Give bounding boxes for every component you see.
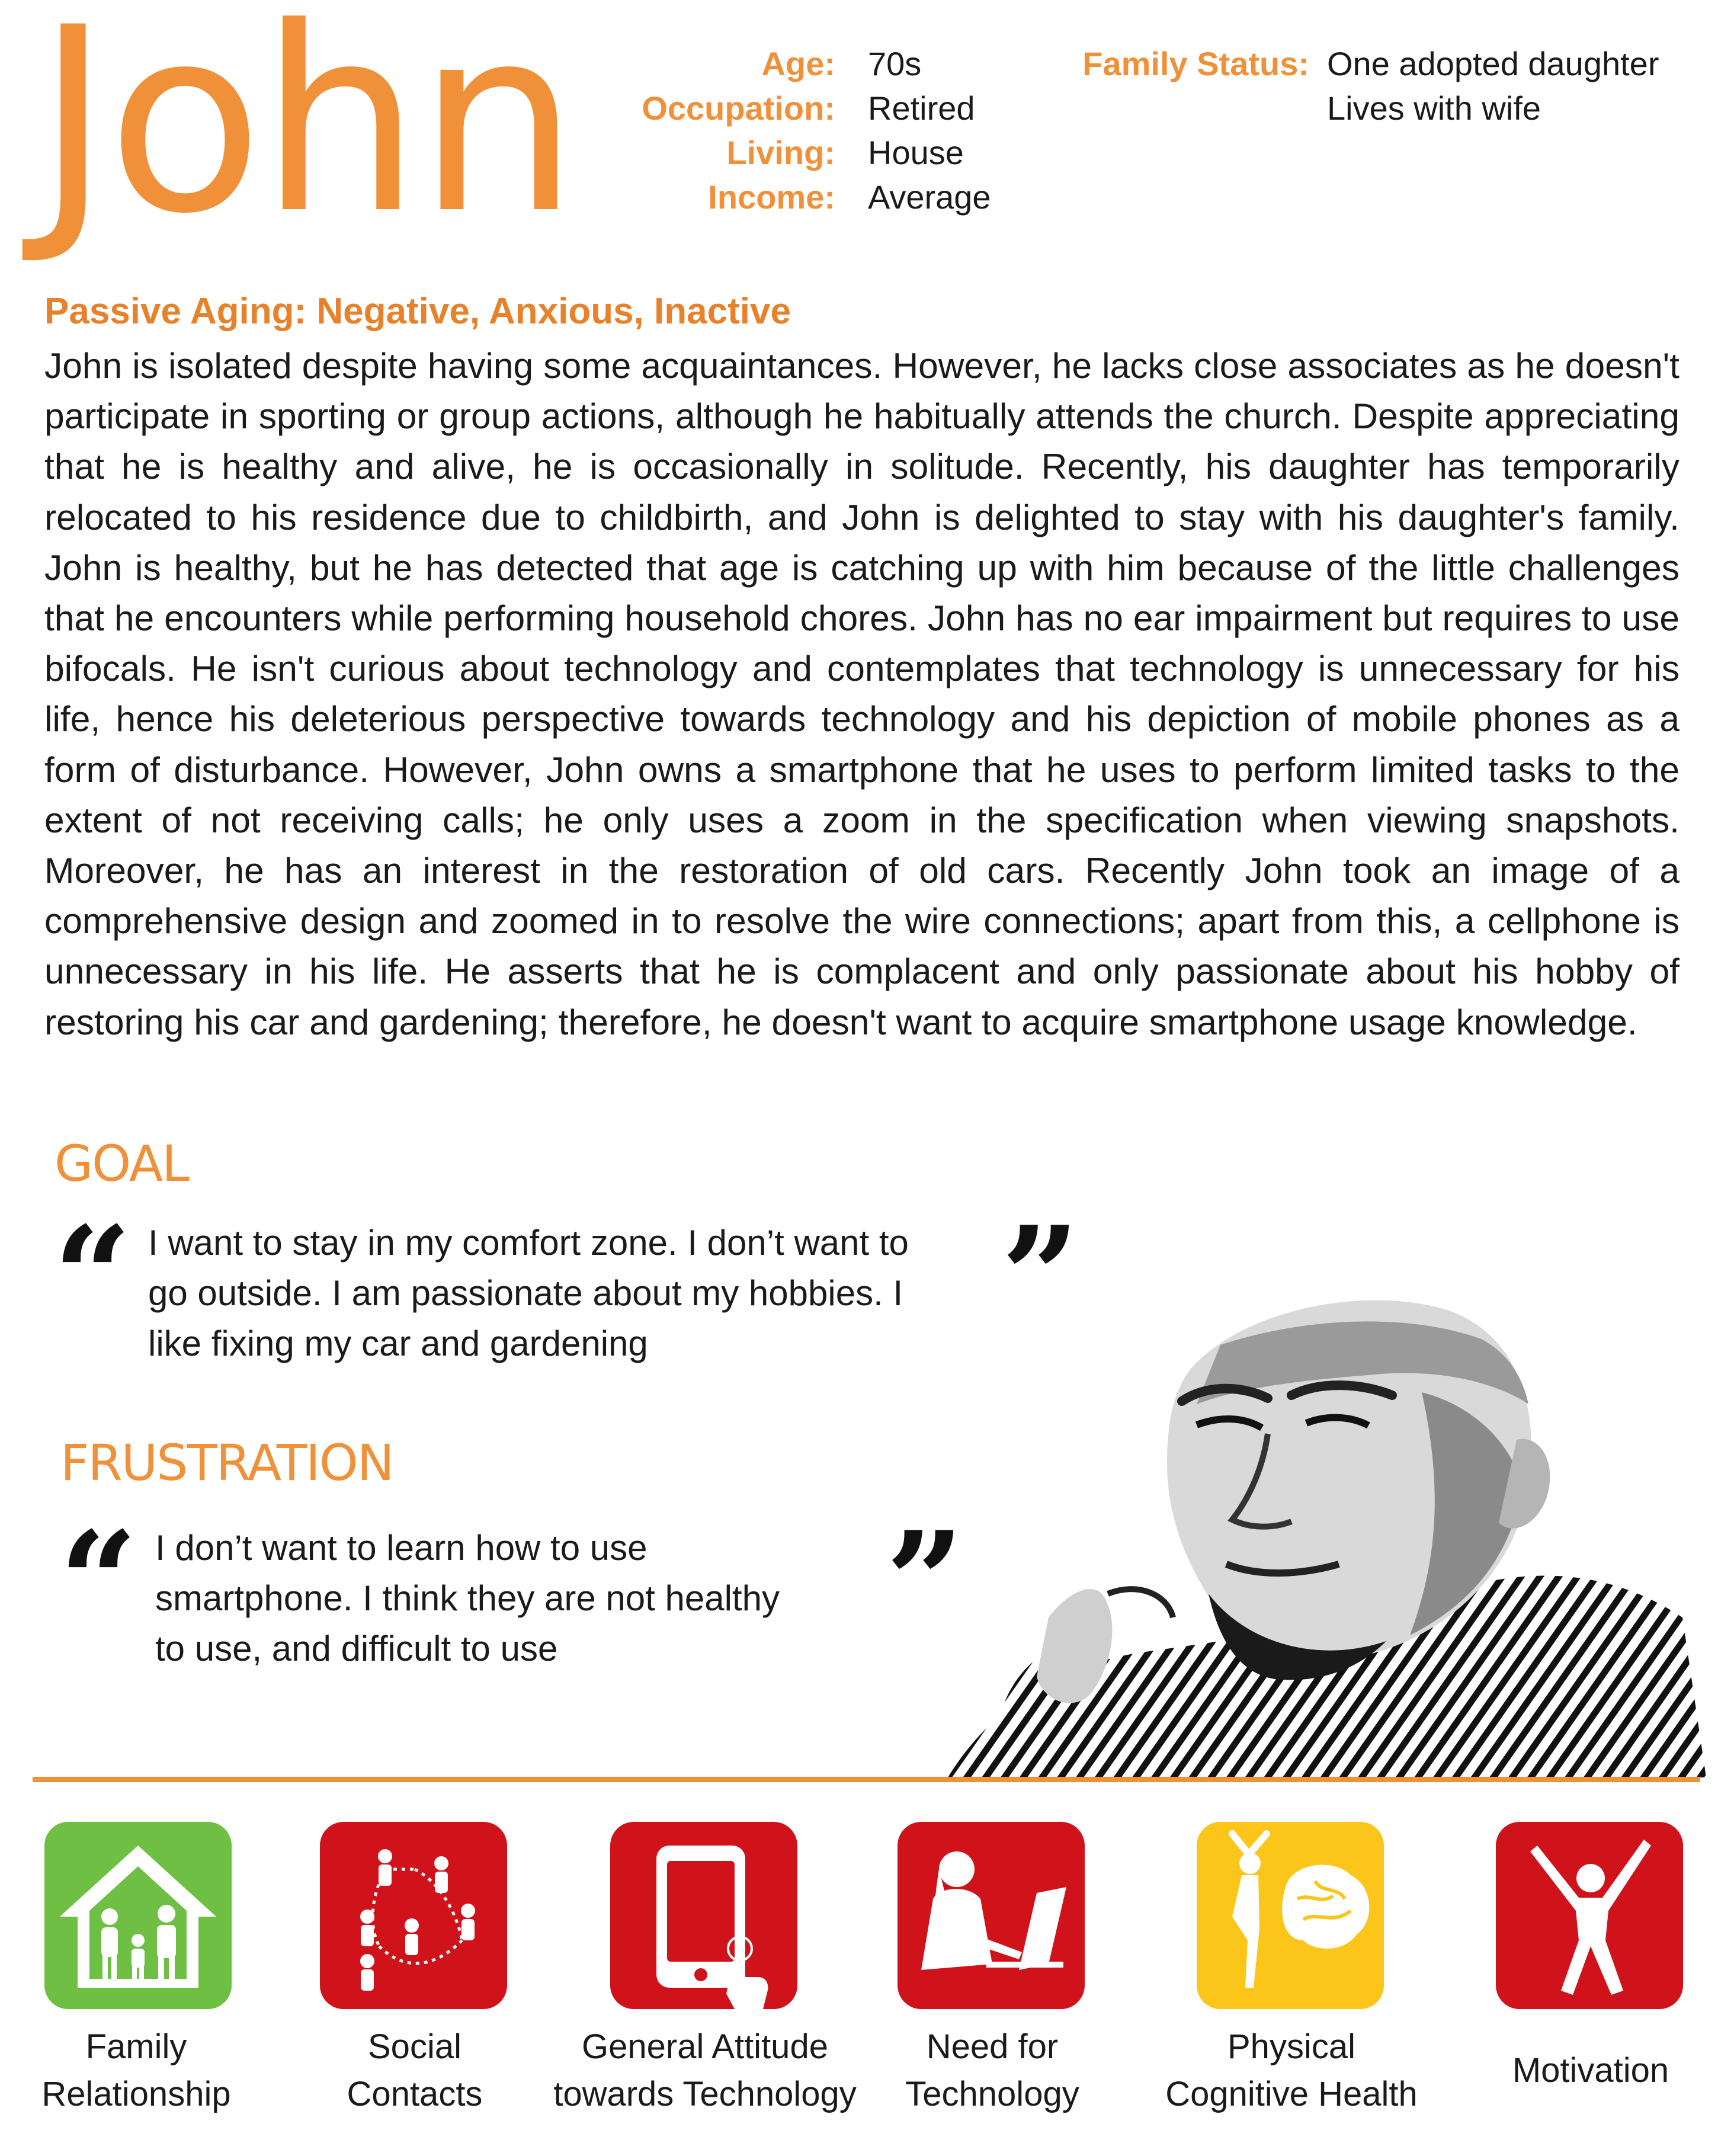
caption-line: Family (85, 2027, 187, 2066)
person-laptop-icon (898, 1822, 1085, 2009)
goal-open-quote-icon: “ (53, 1197, 132, 1357)
section-divider (33, 1777, 1700, 1782)
info-value-occupation: Retired (868, 89, 975, 127)
caption-line: Relationship (41, 2075, 231, 2113)
goal-heading: GOAL (55, 1135, 188, 1193)
caption-line: Technology (905, 2075, 1079, 2113)
category-caption-health (1143, 2023, 1440, 2118)
physical-cognitive-health-tile (1197, 1822, 1384, 2009)
social-network-icon (320, 1822, 507, 2009)
bio-paragraph: John is isolated despite having some acquaintances. However, he lacks close associates as he doesn't participate in sporting or group actions, although he habitually attends the church. Despite appreciating that he is healthy and alive, he is occasionally in solitude. Recently, his daughter has temporarily relocated to his residence due to childbirth, and John is delighted to stay with his daughter's family. John is healthy, but he has detected that age is catching up with him because of the little challenges that he encounters while performing household chores. John has no ear impairment but requires to use bifocals. He isn't curious about technology and contemplates that technology is unnecessary for his life, hence his deleterious perspective towards technology and his depiction of mobile phones as a form of disturbance. However, John owns a smartphone that he uses to perform limited tasks to the extent of not receiving calls; he only uses a zoom in the specification when viewing snapshots. Moreover, he has an interest in the restoration of old cars. Recently John took an image of a comprehensive design and zoomed in to resolve the wire connections; apart from this, a cellphone is unnecessary in his life. He asserts that he is complacent and only passionate about his hobby of restoring his car and gardening; therefore, he doesn't want to acquire smartphone usage knowledge. (44, 345, 1679, 1042)
caption-line: Contacts (347, 2075, 483, 2113)
frustration-open-quote-icon: “ (59, 1502, 138, 1662)
general-attitude-tile (610, 1822, 797, 2009)
family-relationship-tile (44, 1822, 232, 2009)
portrait-illustration (912, 1286, 1706, 1777)
motivation-tile (1496, 1822, 1683, 2009)
caption-line: Need for (926, 2027, 1059, 2066)
portrait-image (912, 1286, 1706, 1777)
frustration-heading: FRUSTRATION (60, 1434, 393, 1492)
caption-line: Motivation (1512, 2051, 1669, 2090)
persona-name: John (36, 0, 575, 270)
frustration-quote (155, 1523, 780, 1674)
goal-quote (148, 1218, 909, 1369)
info-label-occupation: Occupation: (642, 89, 835, 127)
frustration-quote-line: to use, and difficult to use (155, 1629, 558, 1668)
smartphone-touch-icon (610, 1822, 797, 2009)
frustration-quote-line: I don’t want to learn how to use (155, 1528, 648, 1568)
goal-quote-line: I want to stay in my comfort zone. I don’t want to (148, 1223, 909, 1263)
family-status-value-1: One adopted daughter (1327, 45, 1659, 82)
category-caption-attitude (533, 2023, 877, 2118)
family-status-value-2: Lives with wife (1327, 89, 1541, 127)
frustration-quote-line: smartphone. I think they are not healthy (155, 1578, 780, 1618)
yoga-brain-icon (1197, 1822, 1384, 2009)
category-caption-motivation (1454, 2047, 1727, 2094)
need-for-technology-tile (898, 1822, 1085, 2009)
caption-line: Cognitive Health (1165, 2075, 1418, 2113)
goal-close-quote-icon: ” (1001, 1197, 1080, 1357)
goal-quote-line: go outside. I am passionate about my hobbies. I (148, 1273, 903, 1313)
category-caption-family (0, 2023, 273, 2118)
caption-line: General Attitude (582, 2027, 828, 2066)
info-label-age: Age: (761, 45, 835, 82)
caption-line: Physical (1227, 2027, 1355, 2066)
caption-line: Social (368, 2027, 461, 2066)
category-caption-social (278, 2023, 551, 2118)
family-house-icon (44, 1822, 232, 2009)
info-value-income: Average (868, 178, 991, 216)
caption-line: towards Technology (553, 2075, 857, 2113)
info-value-age: 70s (868, 45, 922, 82)
family-status-label: Family Status: (1082, 45, 1309, 82)
category-caption-need (856, 2023, 1129, 2118)
cheering-person-icon (1496, 1822, 1683, 2009)
aging-type-heading: Passive Aging: Negative, Anxious, Inactive (44, 291, 791, 332)
info-label-income: Income: (708, 178, 835, 216)
social-contacts-tile (320, 1822, 507, 2009)
goal-quote-line: like fixing my car and gardening (148, 1324, 648, 1363)
info-value-living: House (868, 134, 964, 171)
frustration-close-quote-icon: ” (886, 1502, 964, 1662)
info-label-living: Living: (726, 134, 835, 171)
